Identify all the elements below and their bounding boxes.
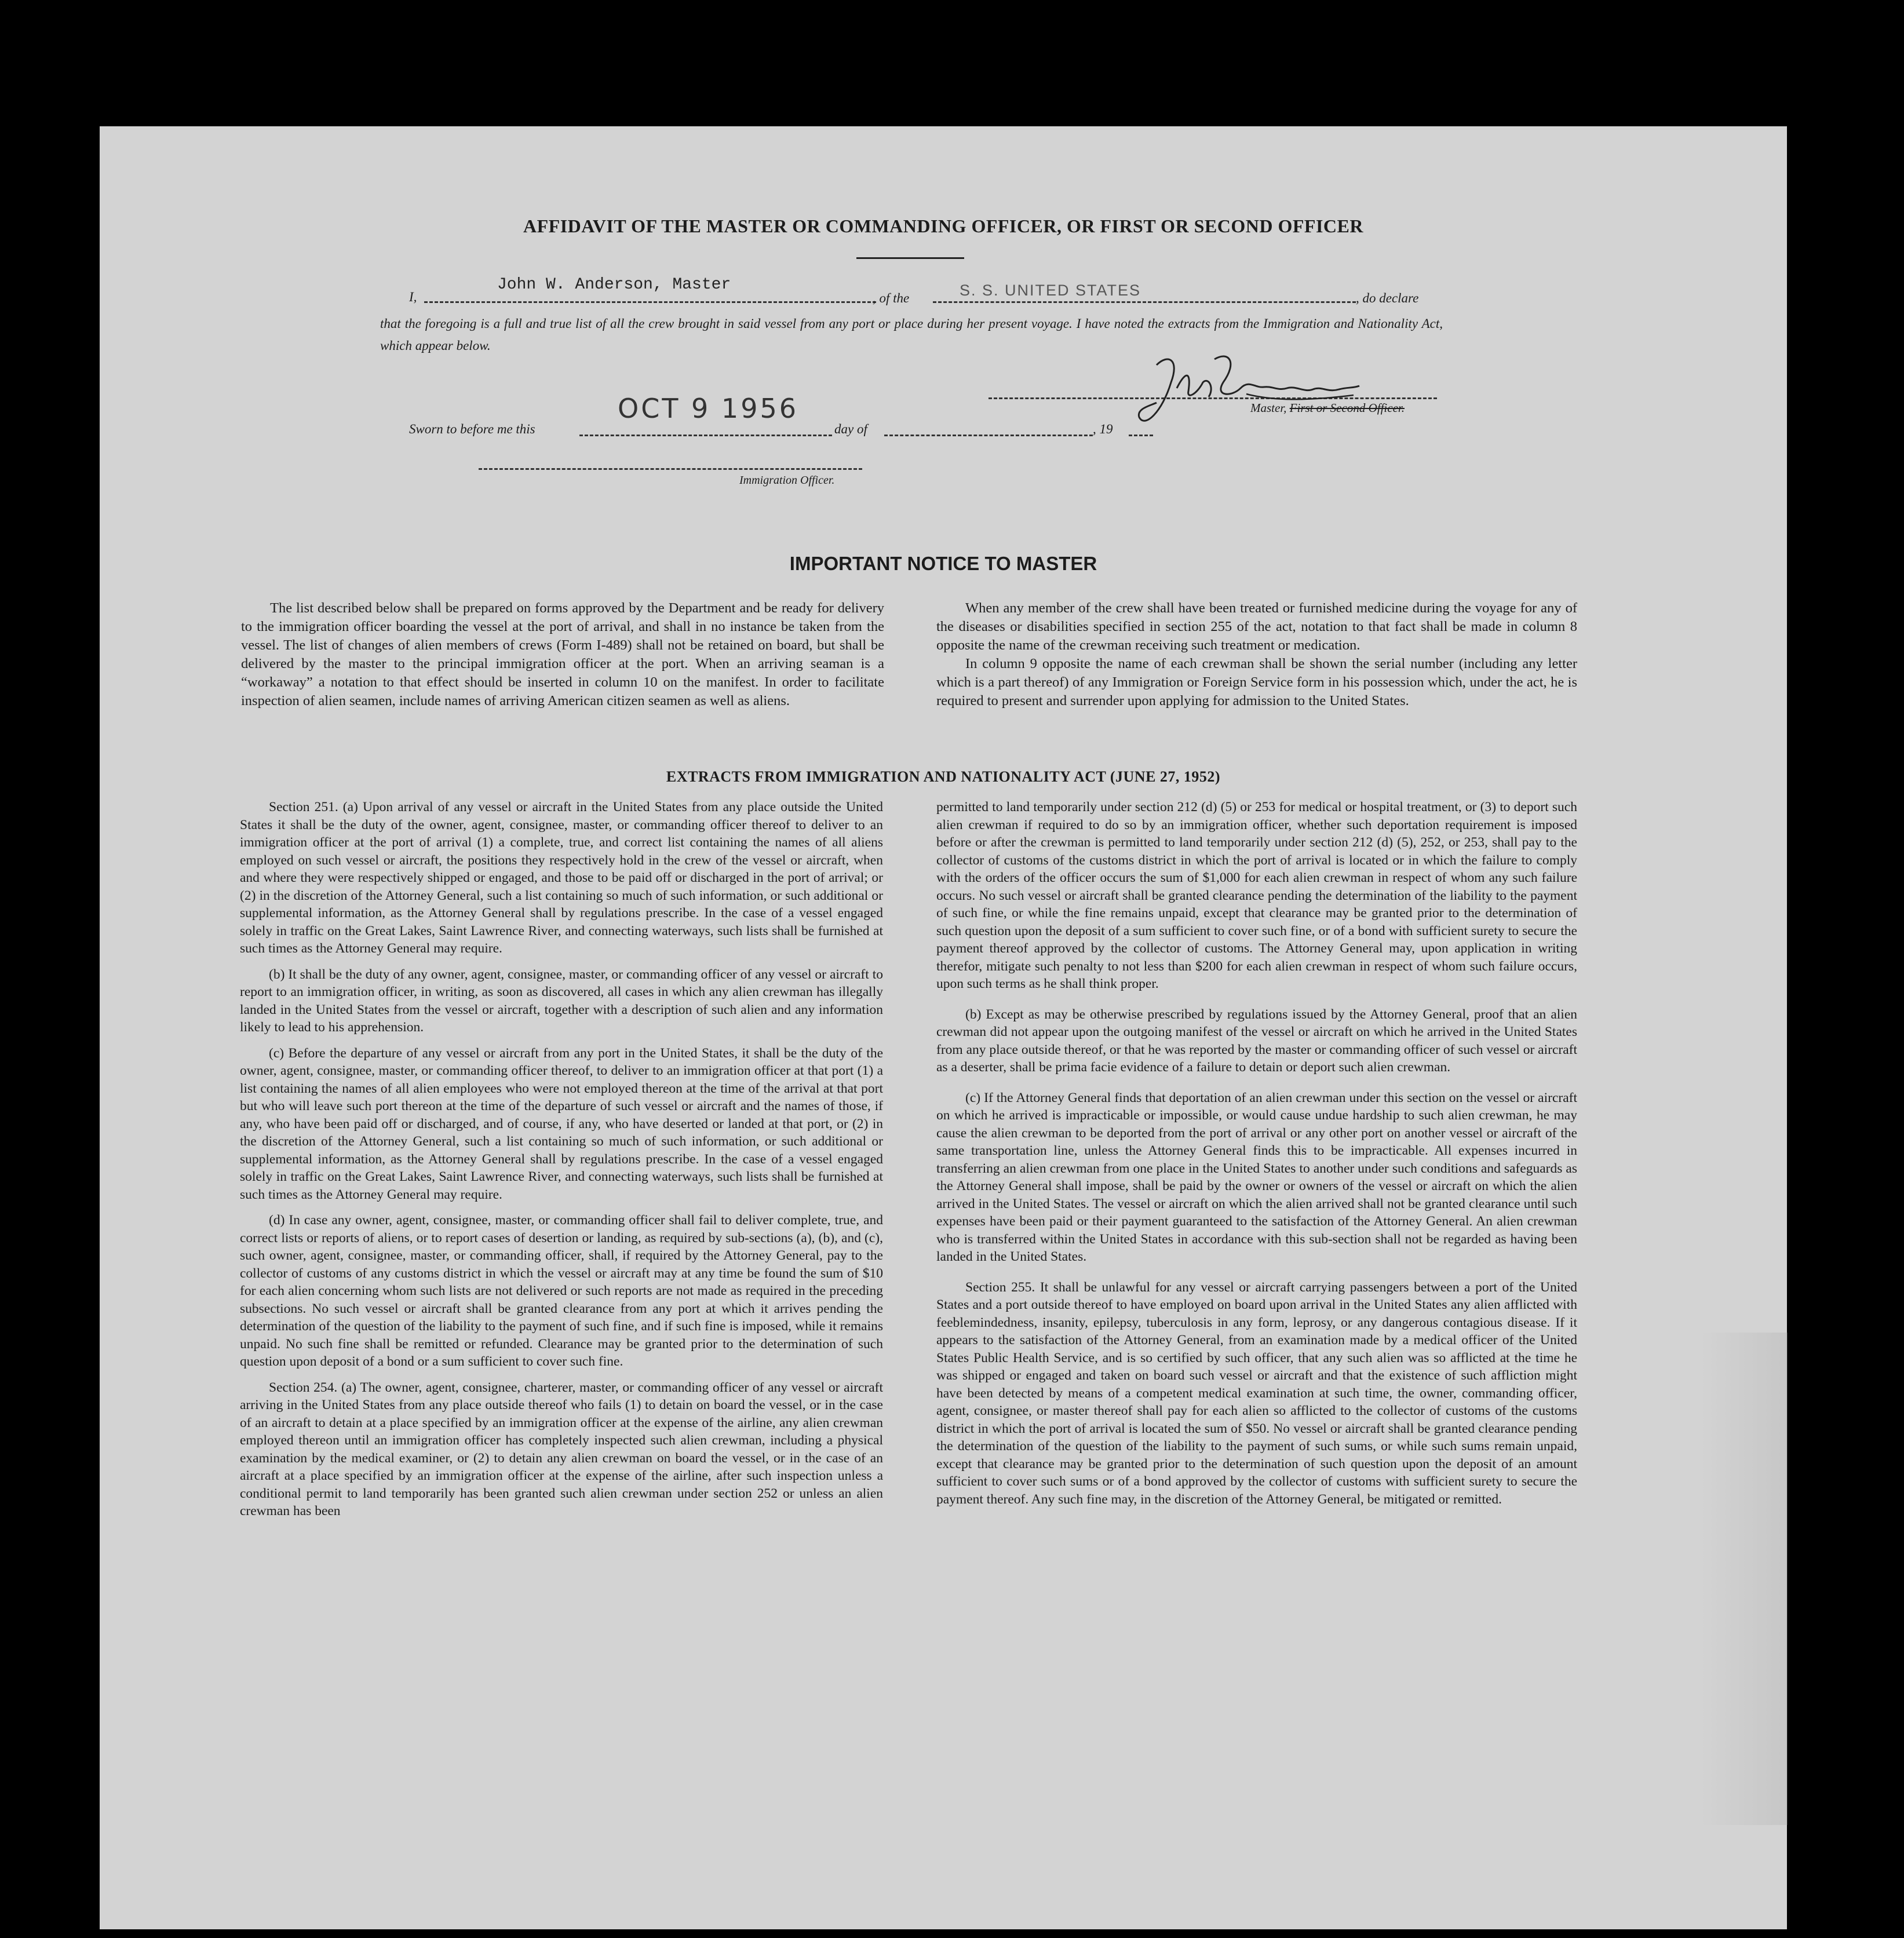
- i-label: I,: [409, 290, 417, 304]
- notice-left-column: [241, 599, 884, 710]
- master-name-value: John W. Anderson, Master: [497, 276, 731, 294]
- section-255: Section 255. It shall be unlawful for any vessel or aircraft carrying passengers between a port of the United States and a port outside thereof to have employed on board upon arrival in the United States any alien afflicted with feeblemindedness, insanity, epilepsy, tuberculosis in any form, leprosy, or any dangerous contagious disease. If it appears to the satisfaction of the Attorney General, from an examination made by a medical officer of the United States Public Health Service, and is so certified by such officer, that any such alien was so afflicted at the time he was shipped or engaged and taken on board such vessel or aircraft and that the existence of such affliction might have been detected by means of a competent medical examination at such time, the owner, commanding officer, agent, consignee, or master thereof shall pay for each alien so afflicted to the collector of customs of the customs district in which the port of arrival is located the sum of $50. No vessel or aircraft shall be granted clearance pending the determination of the question of the liability to the payment of such sums, or while such sums remain unpaid, except that clearance may be granted prior to the determination of such question upon the deposit of an amount sufficient to cover such sums or of a bond approved by the collector of customs with sufficient surety to secure the payment thereof. Any such fine may, in the discretion of the Attorney General, be mitigated or remitted.: [936, 1279, 1577, 1507]
- section-254-a-continued: permitted to land temporarily under section 212 (d) (5) or 253 for medical or hospital treatment, or (3) to deport such alien crewman if required to do so by an immigration officer, whether such deportation requirement is imposed before or after the crewman is permitted to land temporarily under section 212 (d) (5), 252, or 253, shall pay to the collector of customs of the customs district in which the port of arrival is located or in which the failure to comply with the orders of the officer occurs the sum of $1,000 for each alien crewman in respect of whom any such failure occurs. No such vessel or aircraft shall be granted clearance pending the determination of the liability to the payment of such fine, or while the fine remains unpaid, except that clearance may be granted prior to the determination of such question upon the deposit of a sum sufficient to cover such fine, or of a bond with sufficient surety to secure the payment thereof approved by the collector of customs. The Attorney General may, upon application in writing therefor, mitigate such penalty to not less than $200 for each alien crewman in respect of whom such failure occurs, upon such terms as he shall think proper.: [936, 800, 1577, 991]
- bleed-through-shadow: [1701, 1333, 1788, 1825]
- date-stamp: OCT 9 1956: [618, 393, 799, 424]
- sworn-label: Sworn to before me this: [409, 422, 535, 436]
- notice-paragraph-right-1: When any member of the crew shall have been treated or furnished medicine during the voyage for any of the diseases or disabilities specified in section 255 of the act, notation to that fact shall be made in column 8 opposite the name of the crewman receiving such treatment or medication.: [936, 600, 1577, 653]
- notice-paragraph-left: The list described below shall be prepared on forms approved by the Department and be ready for delivery to the immigration officer boarding the vessel at the port of arrival, and shall in no instance be taken from the vessel. The list of changes of alien members of crews (Form I-489) shall not be retained on board, but shall be delivered by the master to the principal immigration officer at the port. When an arriving seaman is a “workaway” a notation to that effect should be inserted in column 10 on the manifest. In order to facilitate inspection of alien seamen, include names of arriving American citizen seamen as well as aliens.: [241, 600, 884, 709]
- extracts-left-column: [240, 798, 883, 1528]
- section-254-a: Section 254. (a) The owner, agent, consignee, charterer, master, or commanding officer of any vessel or aircraft arriving in the United States from any place outside thereof who fails (1) to detain on board the vessel, or in the case of an aircraft to detain at a place specified by an immigration officer at the expense of the airline, any alien crewman employed thereon until an immigration officer has completely inspected such alien crewman, including a physical examination by the medical examiner, or (2) to detain any alien crewman on board the vessel, or in the case of an aircraft at a place specified by an immigration officer at the expense of the airline, after such inspection unless a conditional permit to land temporarily has been granted such alien crewman under section 252 or unless an alien crewman has been: [240, 1379, 883, 1519]
- extracts-right-column: [936, 798, 1577, 1516]
- immigration-officer-line: [479, 468, 862, 470]
- extracts-title: EXTRACTS FROM IMMIGRATION AND NATIONALITY ACT (JUNE 27, 1952): [666, 768, 1221, 785]
- section-251-d: (d) In case any owner, agent, consignee, master, or commanding officer shall fail to deliver complete, true, and correct lists or reports of aliens, or to report cases of desertion or landing, as required by sub-sections (a), (b), and (c), such owner, agent, consignee, master, or commanding officer, shall, if required by the Attorney General, pay to the collector of customs of any customs district in which the vessel or aircraft may at any time be found the sum of $10 for each alien concerning whom such lists are not delivered or such reports are not made as required in the preceding subsections. No such vessel or aircraft shall be granted clearance from any port at which it arrives pending the determination of the question of the liability to the payment of such fine, and if such fine is imposed, while it remains unpaid. No such fine shall be remitted or refunded. Clearance may be granted prior to the determination of such question upon deposit of a bond or a sum sufficient to cover such fine.: [240, 1213, 883, 1369]
- signature-handwriting: [1122, 348, 1365, 435]
- section-251-b: (b) It shall be the duty of any owner, agent, consignee, master, or commanding officer of any vessel or aircraft to report to an immigration officer, in writing, as soon as discovered, all cases in which any alien crewman has illegally landed in the United States from the vessel or aircraft, together with a description of such alien and any information likely to lead to his apprehension.: [240, 966, 883, 1035]
- section-251-c: (c) Before the departure of any vessel or aircraft from any port in the United States, it shall be the duty of the owner, agent, consignee, master, or commanding officer thereof, to deliver to an immigration officer at that port (1) a list containing the names of all alien employees who were not employed thereon at the time of the arrival at that port but who will leave such port thereon at the time of the departure of such vessel or aircraft and the names of those, if any, who have been paid off or discharged, and of course, if any, who have deserted or landed at that port, or (2) in the discretion of the Attorney General, such a list containing so much of such information, or such additional or supplemental information, as the Attorney General shall by regulations prescribe. In the case of a vessel engaged solely in traffic on the Great Lakes, Saint Lawrence River, and connecting waterways, such lists shall be furnished at such times as the Attorney General may require.: [240, 1045, 883, 1202]
- affidavit-title: AFFIDAVIT OF THE MASTER OR COMMANDING OFFICER, OR FIRST OR SECOND OFFICER: [523, 216, 1363, 236]
- do-declare-label: , do declare: [1356, 291, 1419, 305]
- declaration-text: that the foregoing is a full and true list of all the crew brought in said vessel from any port or place during her present voyage. I have noted the extracts from the Immigration and Nationality Act, which appear below.: [380, 316, 1443, 353]
- of-the-label: , of the: [873, 291, 910, 305]
- month-line: [884, 435, 1093, 436]
- sworn-date-line: [579, 435, 832, 436]
- notice-title: IMPORTANT NOTICE TO MASTER: [789, 553, 1097, 574]
- title-underline: [856, 257, 964, 259]
- vessel-name-stamp: S. S. UNITED STATES: [960, 282, 1141, 299]
- section-254-c: (c) If the Attorney General finds that deportation of an alien crewman under this section on the vessel or aircraft on which he arrived is impracticable or impossible, or would cause undue hardship to such alien crewman, he may cause the alien crewman to be deported from the port of arrival or any other port on another vessel or aircraft of the same transportation line, unless the Attorney General finds this to be impracticable. All expenses incurred in transferring an alien crewman from one place in the United States to another under such conditions and safeguards as the Attorney General shall impose, shall be paid by the owner or owners of the vessel or aircraft on which the alien arrived in the United States. The vessel or aircraft on which the alien arrived shall not be granted clearance until such expenses have been paid or their payment guaranteed to the satisfaction of the Attorney General. An alien crewman who is transferred within the United States in accordance with this sub-section shall not be regarded as having been landed in the United States.: [936, 1090, 1577, 1264]
- year-line: [1129, 435, 1153, 436]
- notice-right-column: [936, 599, 1577, 710]
- day-of-label: day of: [834, 422, 867, 436]
- section-254-b: (b) Except as may be otherwise prescribed by regulations issued by the Attorney General, proof that an alien crewman did not appear upon the outgoing manifest of the vessel or aircraft on which he arrived in the United States from any place outside thereof, or that he was reported by the master or commanding officer of such vessel or aircraft as a deserter, shall be prima facie evidence of a failure to detain or deport such alien crewman.: [936, 1006, 1577, 1075]
- struck-officer-title: First or Second Officer.: [1289, 401, 1405, 415]
- signature-caption: Master, First or Second Officer.: [1250, 401, 1405, 415]
- year-label: , 19: [1093, 422, 1113, 436]
- section-251-a: Section 251. (a) Upon arrival of any vessel or aircraft in the United States from any place outside the United States it shall be the duty of the owner, agent, consignee, master, or commanding officer thereof to deliver to an immigration officer at the port of arrival (1) a complete, true, and correct list containing the names of all aliens employed on such vessel or aircraft, the positions they respectively hold in the crew of the vessel or aircraft, when and where they were respectively shipped or engaged, and those to be paid off or discharged in the port of arrival; or (2) in the discretion of the Attorney General, such a list containing so much of such information, or such additional or supplemental information, as the Attorney General shall by regulations prescribe. In the case of a vessel engaged solely in traffic on the Great Lakes, Saint Lawrence River, and connecting waterways, such lists shall be furnished at such times as the Attorney General may require.: [240, 800, 883, 956]
- vessel-line: [933, 301, 1356, 303]
- notice-paragraph-right-2: In column 9 opposite the name of each crewman shall be shown the serial number (including any letter which is a part thereof) of any Immigration or Foreign Service form in his possession which, under the act, he is required to present and surrender upon applying for admission to the United States.: [936, 656, 1577, 709]
- immigration-officer-label: Immigration Officer.: [739, 474, 835, 487]
- master-name-line: [424, 301, 876, 303]
